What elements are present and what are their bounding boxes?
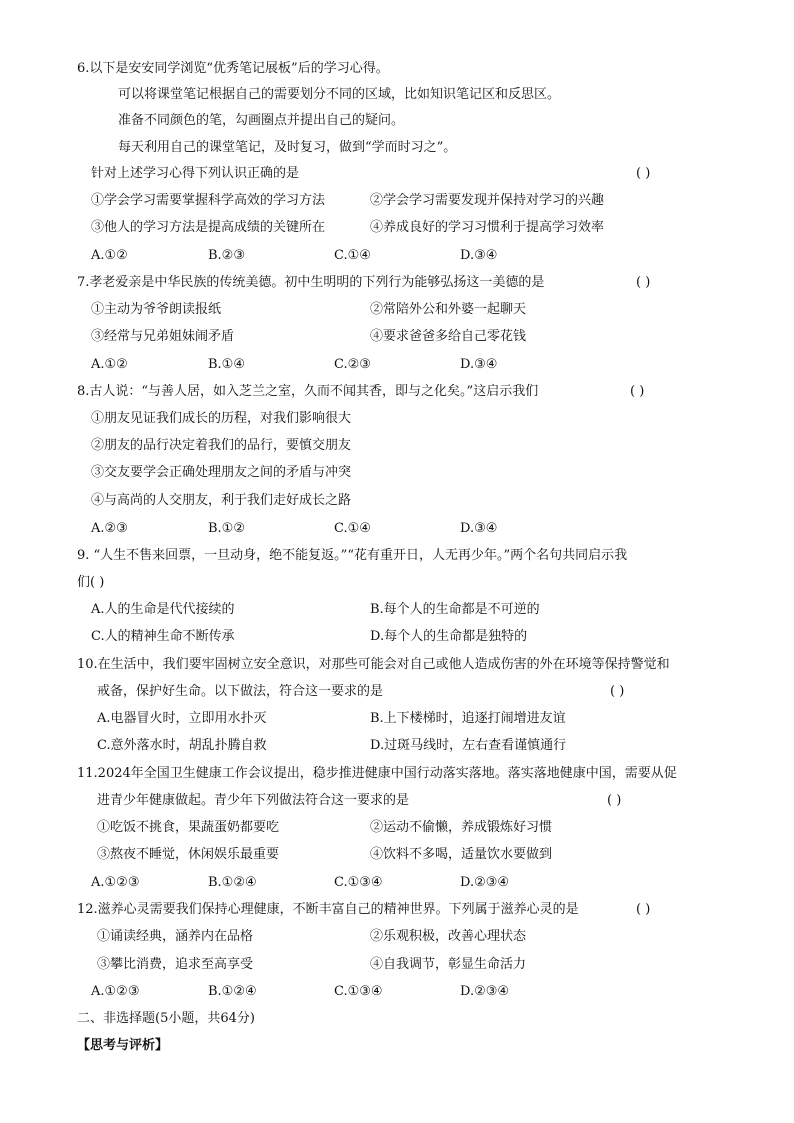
q7-choice-c: C.②③ (334, 357, 371, 372)
q6-stem: 6.以下是安安同学浏览“优秀笔记展板”后的学习心得。 (77, 61, 389, 76)
q8-item-1: ①朋友见证我们成长的历程，对我们影响很大 (91, 411, 352, 426)
q9-choice-a: A.人的生命是代代接续的 (91, 602, 235, 617)
q12-item-3: ③攀比消费，追求至高享受 (97, 957, 254, 972)
q12-item-4: ④自我调节，彰显生命活力 (370, 957, 527, 972)
q8-stem: 8.古人说：“与善人居，如入芝兰之室，久而不闻其香，即与之化矣。”这启示我们 (77, 384, 539, 399)
q7-item-3: ③经常与兄弟姐妹闹矛盾 (91, 329, 235, 344)
q6-note-3: 每天利用自己的课堂笔记，及时复习，做到“学而时习之”。 (118, 140, 457, 155)
q6-item-4: ④养成良好的学习习惯利于提高学习效率 (370, 220, 605, 235)
q7-answer-paren: ( ) (636, 275, 651, 290)
q6-note-2: 准备不同颜色的笔，勾画圈点并提出自己的疑问。 (118, 113, 405, 128)
q12-choice-b: B.①②④ (208, 984, 257, 999)
q8-choice-b: B.①② (208, 521, 245, 536)
q12-choice-a: A.①②③ (91, 984, 140, 999)
q8-item-2: ②朋友的品行决定着我们的品行，要慎交朋友 (91, 438, 352, 453)
q12-answer-paren: ( ) (636, 902, 651, 917)
section-2-title: 二、非选择题(5小题，共64分) (77, 1011, 255, 1026)
q7-choice-d: D.③④ (460, 357, 498, 372)
q11-choice-a: A.①②③ (91, 875, 140, 890)
q6-choice-d: D.③④ (460, 248, 498, 263)
q10-choice-d: D.过斑马线时，左右查看谨慎通行 (370, 738, 567, 753)
q11-stem-line-1: 11.2024年全国卫生健康工作会议提出，稳步推进健康中国行动落实落地。落实落地健康中国，需要从促 (77, 766, 677, 781)
q11-stem-line-2: 进青少年健康做起。青少年下列做法符合这一要求的是 (97, 793, 410, 808)
q9-stem-line-1: 9. “人生不售来回票，一旦动身，绝不能复返。”“花有重开日，人无再少年。”两个名句共同启示我 (77, 548, 628, 563)
q11-answer-paren: ( ) (607, 793, 622, 808)
q12-stem: 12.滋养心灵需要我们保持心理健康，不断丰富自己的精神世界。下列属于滋养心灵的是 (77, 902, 579, 917)
q12-choice-c: C.①③④ (334, 984, 383, 999)
q6-answer-paren: ( ) (636, 166, 651, 181)
q7-item-2: ②常陪外公和外婆一起聊天 (370, 302, 527, 317)
q8-item-3: ③交友要学会正确处理朋友之间的矛盾与冲突 (91, 465, 352, 480)
q10-choice-c: C.意外落水时，胡乱扑腾自救 (97, 738, 267, 753)
q7-stem: 7.孝老爱亲是中华民族的传统美德。初中生明明的下列行为能够弘扬这一美德的是 (77, 275, 545, 290)
q10-choice-a: A.电器冒火时，立即用水扑灭 (97, 711, 267, 726)
q7-item-1: ①主动为爷爷朗读报纸 (91, 302, 222, 317)
q11-choice-c: C.①③④ (334, 875, 383, 890)
q9-stem-line-2: 们( ) (77, 575, 105, 590)
q6-item-2: ②学会学习需要发现并保持对学习的兴趣 (370, 193, 605, 208)
q11-item-3: ③熬夜不睡觉，休闲娱乐最重要 (97, 847, 280, 862)
q12-choice-d: D.②③④ (460, 984, 510, 999)
q10-answer-paren: ( ) (610, 684, 625, 699)
q8-choice-c: C.①④ (334, 521, 371, 536)
q6-item-3: ③他人的学习方法是提高成绩的关键所在 (91, 220, 326, 235)
q10-stem-line-2: 戒备，保护好生命。以下做法，符合这一要求的是 (97, 684, 384, 699)
q6-choice-a: A.①② (91, 248, 128, 263)
q12-item-2: ②乐观积极，改善心理状态 (370, 929, 527, 944)
q9-choice-d: D.每个人的生命都是独特的 (370, 629, 528, 644)
q11-item-2: ②运动不偷懒，养成锻炼好习惯 (370, 820, 553, 835)
q7-choice-b: B.①④ (208, 357, 245, 372)
q11-item-4: ④饮料不多喝，适量饮水要做到 (370, 847, 553, 862)
q8-choice-d: D.③④ (460, 521, 498, 536)
q10-stem-line-1: 10.在生活中，我们要牢固树立安全意识，对那些可能会对自己或他人造成伤害的外在环境等保持警觉和 (77, 657, 670, 672)
q8-item-4: ④与高尚的人交朋友，利于我们走好成长之路 (91, 493, 352, 508)
q7-item-4: ④要求爸爸多给自己零花钱 (370, 329, 527, 344)
section-2-subtitle: 【思考与评析】 (77, 1038, 169, 1053)
q11-choice-b: B.①②④ (208, 875, 257, 890)
q11-choice-d: D.②③④ (460, 875, 510, 890)
q6-choice-c: C.①④ (334, 248, 371, 263)
q9-choice-c: C.人的精神生命不断传承 (91, 629, 235, 644)
q8-answer-paren: ( ) (630, 384, 645, 399)
q8-choice-a: A.②③ (91, 521, 128, 536)
q9-choice-b: B.每个人的生命都是不可逆的 (370, 602, 540, 617)
q6-note-1: 可以将课堂笔记根据自己的需要划分不同的区域，比如知识笔记区和反思区。 (118, 87, 561, 102)
q7-choice-a: A.①② (91, 357, 128, 372)
q12-item-1: ①诵读经典，涵养内在品格 (97, 929, 254, 944)
q10-choice-b: B.上下楼梯时，追逐打闹增进友谊 (370, 711, 566, 726)
q6-item-1: ①学会学习需要掌握科学高效的学习方法 (91, 193, 326, 208)
q6-question: 针对上述学习心得下列认识正确的是 (91, 166, 300, 181)
q11-item-1: ①吃饭不挑食，果蔬蛋奶都要吃 (97, 820, 280, 835)
q6-choice-b: B.②③ (208, 248, 245, 263)
